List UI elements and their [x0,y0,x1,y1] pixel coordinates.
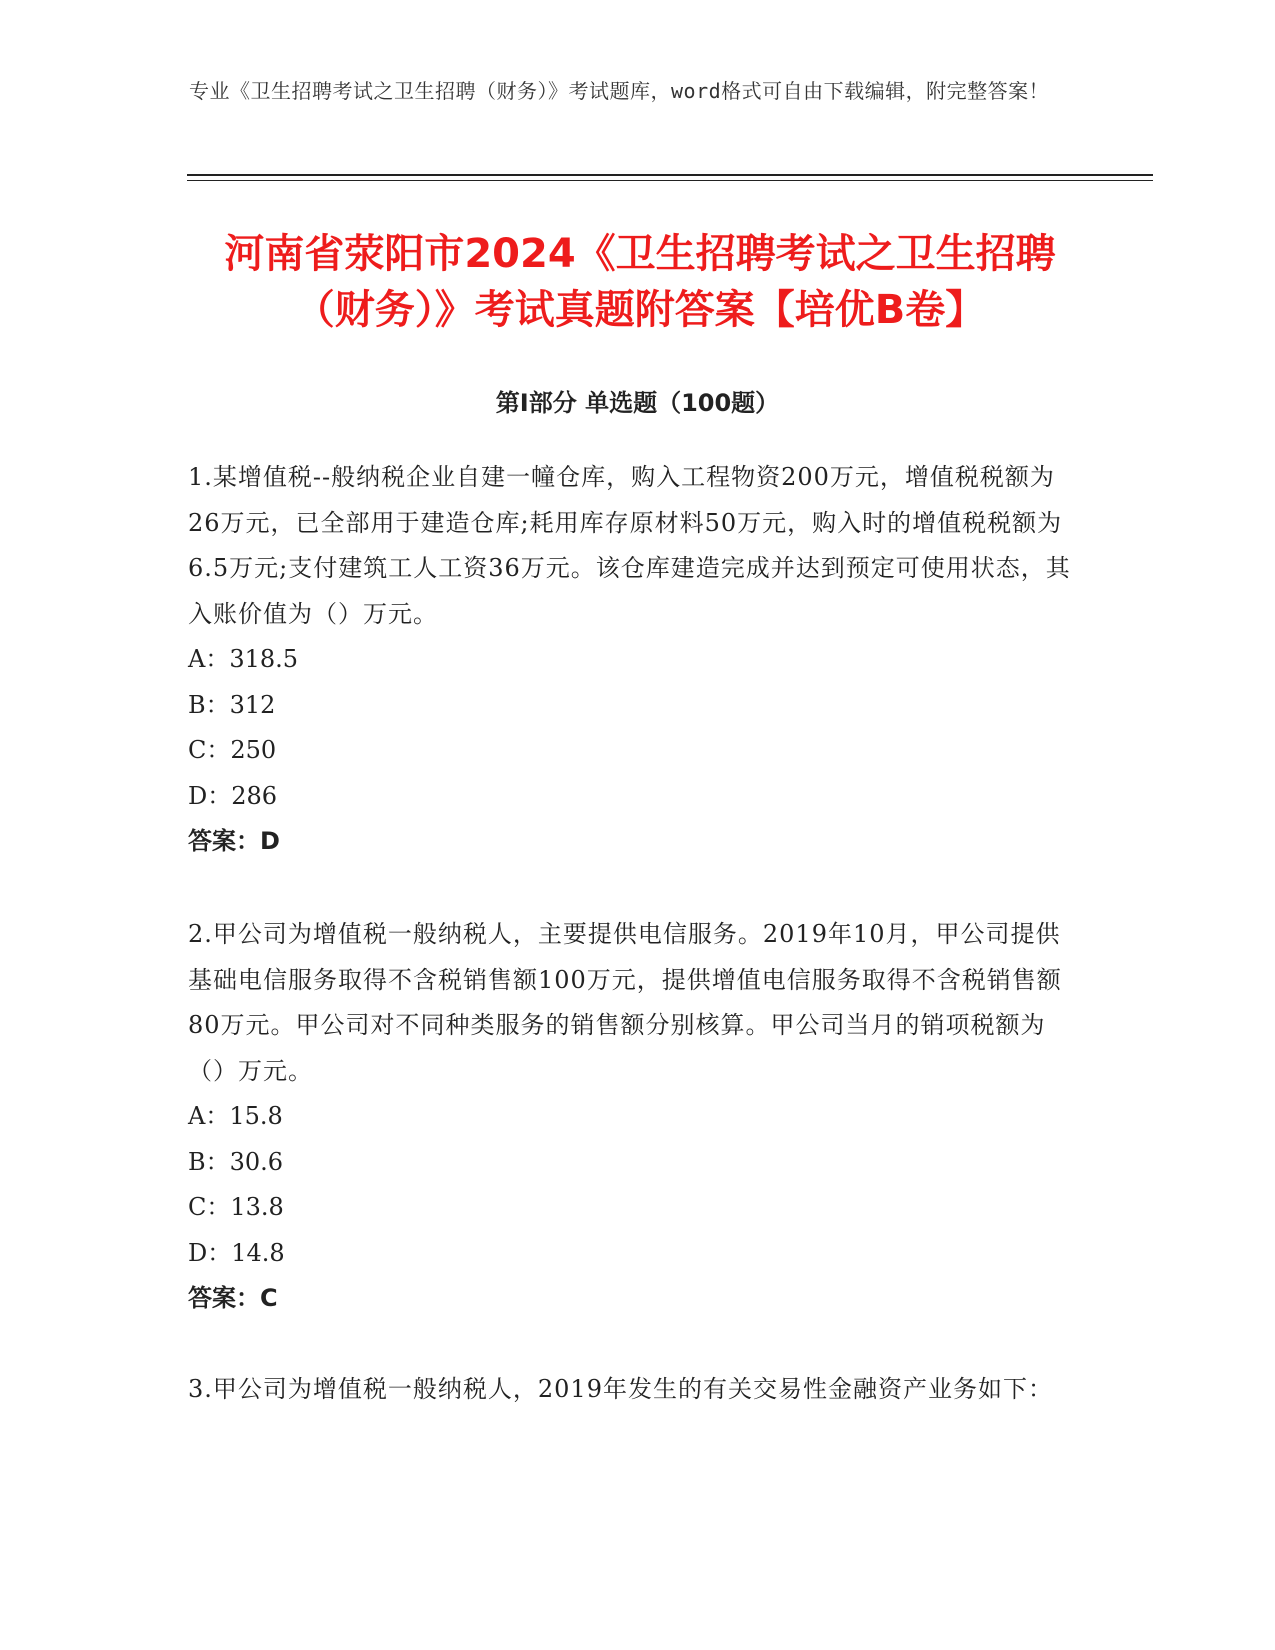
document-title: 河南省荥阳市2024《卫生招聘考试之卫生招聘（财务）》考试真题附答案【培优B卷】 [224,231,1056,333]
question-2 [188,912,1078,1322]
answer: 答案：D [188,827,280,855]
question-stem: 2.甲公司为增值税一般纳税人，主要提供电信服务。2019年10月，甲公司提供基础电信服务取得不含税销售额100万元，提供增值电信服务取得不含税销售额80万元。甲公司对不同种类服务的销售额分别核算。甲公司当月的销项税额为（）万元。 [188,920,1062,1085]
option-c: C：250 [188,736,277,764]
option-d: D：14.8 [188,1238,285,1267]
question-stem: 1.某增值税--般纳税企业自建一幢仓库，购入工程物资200万元，增值税税额为26万元，已全部用于建造仓库;耗用库存原材料50万元，购入时的增值税税额为6.5万元;支付建筑工人工资36万元。该仓库建造完成并达到预定可使用状态，其入账价值为（）万元。 [188,463,1071,628]
question-1 [188,455,1078,865]
option-a: A：15.8 [188,1102,283,1130]
question-3 [188,1367,1078,1413]
header-divider-thin [187,180,1153,181]
option-b: B：312 [188,690,276,719]
answer: 答案：C [188,1284,278,1312]
option-c: C：13.8 [188,1193,284,1221]
option-a: A：318.5 [188,645,299,673]
header-divider-thick [187,174,1153,176]
question-stem: 3.甲公司为增值税一般纳税人，2019年发生的有关交易性金融资产业务如下： [188,1375,1053,1403]
section-heading: 第I部分 单选题（100题） [495,389,780,417]
header-note: 专业《卫生招聘考试之卫生招聘（财务）》考试题库，word格式可自由下载编辑，附完整答案！ [189,79,1050,103]
option-b: B：30.6 [188,1147,284,1176]
option-d: D：286 [188,781,278,810]
